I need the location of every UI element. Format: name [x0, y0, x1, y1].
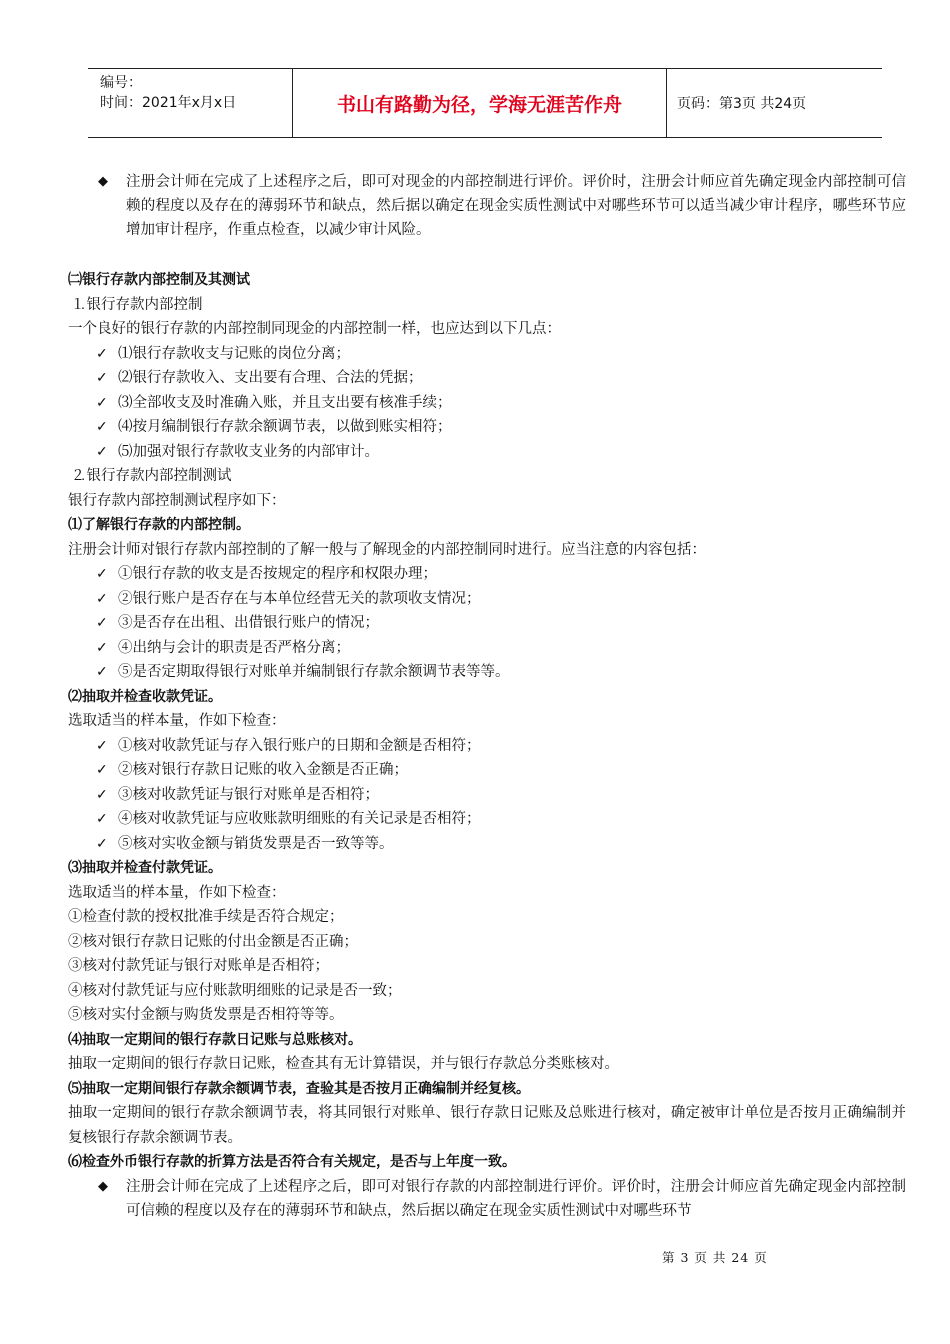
check-item: ✓ ①银行存款的收支是否按规定的程序和权限办理； — [68, 562, 906, 587]
checkmark-icon: ✓ — [96, 786, 108, 803]
checkmark-icon: ✓ — [96, 345, 108, 362]
list-item: ②核对银行存款日记账的付出金额是否正确； — [68, 933, 358, 950]
diamond-bullet-icon: ◆ — [98, 1178, 108, 1194]
subsection-title-1: ⒈银行存款内部控制 — [72, 296, 203, 313]
check-item: ✓ ⑶全部收支及时准确入账，并且支出要有核准手续； — [68, 391, 906, 416]
checkmark-icon: ✓ — [96, 835, 108, 852]
checkmark-icon: ✓ — [96, 370, 108, 386]
check-item: ✓ ③核对收款凭证与银行对账单是否相符； — [68, 783, 906, 808]
check-item: ✓ ④核对收款凭证与应收账款明细账的有关记录是否相符； — [68, 807, 906, 832]
check-item: ✓ ②核对银行存款日记账的收入金额是否正确； — [68, 758, 906, 783]
step-2-intro: 选取适当的样本量，作如下检查： — [68, 713, 286, 729]
checkmark-icon: ✓ — [96, 811, 108, 827]
check-item: ✓ ①核对收款凭证与存入银行账户的日期和金额是否相符； — [68, 734, 906, 759]
intro-paragraph: ◆ 注册会计师在完成了上述程序之后，即可对现金的内部控制进行评价。评价时，注册会计师应首先确定现金内部控制可信赖的程度以及存在的薄弱环节和缺点，然后据以确定在现金实质性测试中对哪些环节可以适当减少审计程序，哪些环节应增加审计程序，作重点检查，以减少审计风险。 — [68, 170, 906, 242]
checkmark-icon: ✓ — [96, 419, 108, 435]
checkmark-icon: ✓ — [96, 664, 108, 680]
checkmark-icon: ✓ — [96, 737, 108, 754]
check-item: ✓ ⑵银行存款收入、支出要有合理、合法的凭据； — [68, 366, 906, 391]
header-meta — [88, 69, 293, 137]
subsection-intro-1: 一个良好的银行存款的内部控制同现金的内部控制一样，也应达到以下几点： — [68, 321, 561, 337]
step-4-text: 抽取一定期间的银行存款日记账，检查其有无计算错误，并与银行存款总分类账核对。 — [68, 1056, 619, 1072]
check-item: ✓ ⑸加强对银行存款收支业务的内部审计。 — [68, 440, 906, 465]
list-item: ③核对付款凭证与银行对账单是否相符； — [68, 958, 329, 974]
final-paragraph: ◆ 注册会计师在完成了上述程序之后，即可对银行存款的内部控制进行评价。评价时，注册会计师应首先确定现金内部控制可信赖的程度以及存在的薄弱环节和缺点，然后据以确定在现金实质性测试中对哪些环节 — [68, 1175, 906, 1223]
checkmark-icon: ✓ — [96, 590, 108, 607]
list-item: ⑤核对实付金额与购货发票是否相符等等。 — [68, 1007, 344, 1023]
check-item: ✓ ④出纳与会计的职责是否严格分离； — [68, 636, 906, 661]
check-item: ✓ ⑤是否定期取得银行对账单并编制银行存款余额调节表等等。 — [68, 660, 906, 685]
code-label: 编号： — [100, 75, 142, 91]
checkmark-icon: ✓ — [96, 394, 108, 411]
subsection-title-2: ⒉银行存款内部控制测试 — [72, 468, 232, 484]
checkmark-icon: ✓ — [96, 615, 108, 631]
check-item: ✓ ⑤核对实收金额与销货发票是否一致等等。 — [68, 832, 906, 857]
document-body — [68, 170, 906, 1223]
step-5-title: ⑸抽取一定期间银行存款余额调节表，查验其是否按月正确编制并经复核。 — [68, 1080, 530, 1097]
checkmark-icon: ✓ — [96, 566, 108, 582]
checkmark-icon: ✓ — [96, 762, 108, 778]
step-1-title: ⑴了解银行存款的内部控制。 — [68, 517, 250, 533]
time-label: 时间：2021年x月x日 — [100, 95, 237, 111]
page-header — [88, 68, 882, 138]
subsection-intro-2: 银行存款内部控制测试程序如下： — [68, 492, 286, 509]
list-item: ④核对付款凭证与应付账款明细账的记录是否一致； — [68, 982, 402, 999]
step-3-title: ⑶抽取并检查付款凭证。 — [68, 860, 222, 876]
step-2-title: ⑵抽取并检查收款凭证。 — [68, 688, 222, 705]
step-6-title: ⑹检查外币银行存款的折算方法是否符合有关规定，是否与上年度一致。 — [68, 1154, 516, 1170]
section-title: ㈡银行存款内部控制及其测试 — [68, 272, 250, 288]
diamond-bullet-icon: ◆ — [98, 174, 108, 189]
step-3-intro: 选取适当的样本量，作如下检查： — [68, 884, 286, 901]
check-item: ✓ ③是否存在出租、出借银行账户的情况； — [68, 611, 906, 636]
step-5-text: 抽取一定期间的银行存款余额调节表，将其同银行对账单、银行存款日记账及总账进行核对，确定被审计单位是否按月正确编制并复核银行存款余额调节表。 — [68, 1105, 906, 1146]
step-4-title: ⑷抽取一定期间的银行存款日记账与总账核对。 — [68, 1031, 362, 1048]
page-footer: 第 3 页 共 24 页 — [662, 1250, 768, 1265]
header-motto: 书山有路勤为径，学海无涯苦作舟 — [293, 69, 667, 137]
checkmark-icon: ✓ — [96, 639, 108, 656]
check-item: ✓ ②银行账户是否存在与本单位经营无关的款项收支情况； — [68, 587, 906, 612]
check-item: ✓ ⑷按月编制银行存款余额调节表，以做到账实相符； — [68, 415, 906, 440]
checkmark-icon: ✓ — [96, 443, 108, 460]
list-item: ①检查付款的授权批准手续是否符合规定； — [68, 909, 344, 925]
header-page-number: 页码：第3页 共24页 — [677, 96, 807, 112]
check-item: ✓ ⑴银行存款收支与记账的岗位分离； — [68, 342, 906, 367]
step-1-intro: 注册会计师对银行存款内部控制的了解一般与了解现金的内部控制同时进行。应当注意的内容包括： — [68, 541, 706, 558]
